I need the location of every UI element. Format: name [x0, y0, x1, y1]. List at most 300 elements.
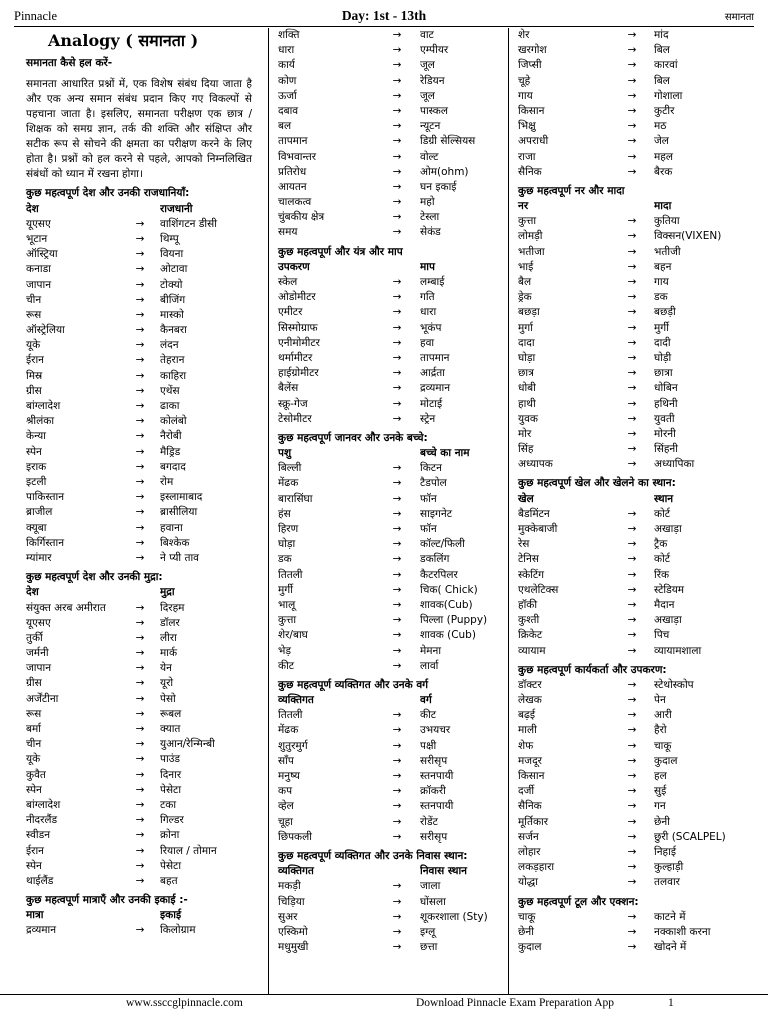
list-item	[26, 217, 264, 232]
arrow-icon: →	[392, 925, 402, 938]
item-pair: सेकंड	[420, 226, 441, 239]
arrow-icon: →	[627, 785, 637, 798]
list-item	[278, 583, 504, 598]
list-item	[26, 399, 264, 414]
arrow-icon: →	[627, 876, 637, 889]
arrow-icon: →	[135, 798, 145, 811]
arrow-icon: →	[627, 120, 637, 133]
units-section	[26, 893, 264, 939]
item-pair: छुरी (SCALPEL)	[654, 830, 726, 843]
item-pair: दादी	[654, 336, 671, 349]
header-right: स्थान	[654, 492, 674, 505]
arrow-icon: →	[135, 278, 145, 291]
item-term: आयतन	[278, 180, 307, 193]
arrow-icon: →	[627, 523, 637, 536]
item-pair: स्ट्रेन	[420, 412, 436, 425]
header-left: व्यक्तिगत	[278, 694, 314, 707]
item-term: बछड़ा	[518, 306, 540, 319]
item-term: ईरान	[26, 354, 44, 367]
capitals-section	[26, 186, 264, 566]
arrow-icon: →	[392, 815, 402, 828]
item-pair: बहत	[160, 874, 178, 887]
item-pair: यूरो	[160, 677, 174, 690]
list-item	[26, 692, 264, 707]
item-term: द्रव्यमान	[26, 924, 57, 937]
arrow-icon: →	[135, 874, 145, 887]
item-pair: द्रव्यमान	[420, 382, 451, 395]
list-item	[518, 119, 758, 134]
list-item	[518, 321, 758, 336]
list-item	[278, 43, 504, 58]
currency-section	[26, 570, 264, 889]
arrow-icon: →	[135, 415, 145, 428]
item-term: तितली	[278, 709, 303, 722]
list-item	[278, 180, 504, 195]
item-pair: स्तनपायी	[420, 800, 454, 813]
list-item	[26, 475, 264, 490]
item-pair: शावक(Cub)	[420, 598, 473, 611]
arrow-icon: →	[627, 382, 637, 395]
item-pair: डकलिंग	[420, 553, 450, 566]
list-item	[278, 305, 504, 320]
list-item	[278, 522, 504, 537]
list-item	[278, 134, 504, 149]
list-item	[278, 275, 504, 290]
list-item	[278, 476, 504, 491]
arrow-icon: →	[392, 291, 402, 304]
arrow-icon: →	[135, 308, 145, 321]
item-pair: गन	[654, 800, 666, 813]
item-pair: टोक्यो	[160, 278, 183, 291]
item-pair: तेहरान	[160, 354, 185, 367]
item-pair: रोम	[160, 475, 174, 488]
website-link[interactable]: www.ssccglpinnacle.com	[126, 997, 243, 1009]
item-term: हंस	[278, 507, 291, 520]
item-term: बांग्लादेश	[26, 798, 61, 811]
item-term: सर्जन	[518, 830, 539, 843]
arrow-icon: →	[135, 768, 145, 781]
item-pair: धारा	[420, 306, 437, 319]
item-term: बल	[278, 120, 292, 133]
list-item	[518, 598, 758, 613]
arrow-icon: →	[627, 598, 637, 611]
item-pair: टका	[160, 798, 177, 811]
arrow-icon: →	[392, 614, 402, 627]
item-term: थाईलैंड	[26, 874, 54, 887]
header-left: उपकरण	[278, 260, 310, 273]
arrow-icon: →	[392, 211, 402, 224]
item-pair: ढाका	[160, 400, 180, 413]
arrow-icon: →	[392, 180, 402, 193]
arrow-icon: →	[392, 89, 402, 102]
list-item	[518, 229, 758, 244]
arrow-icon: →	[392, 709, 402, 722]
item-term: ड्रेक	[518, 291, 532, 304]
item-pair: स्टेडियम	[654, 583, 685, 596]
item-term: कोण	[278, 74, 297, 87]
arrow-icon: →	[135, 753, 145, 766]
list-item	[278, 507, 504, 522]
list-item	[518, 507, 758, 522]
list-item	[518, 583, 758, 598]
item-term: यूएसए	[26, 217, 51, 230]
list-item	[278, 290, 504, 305]
item-pair: मार्क	[160, 647, 178, 660]
arrow-icon: →	[392, 583, 402, 596]
list-item	[26, 445, 264, 460]
item-pair: दिनार	[160, 768, 182, 781]
arrow-icon: →	[627, 230, 637, 243]
item-term: एमीटर	[278, 306, 303, 319]
item-pair: व्यायामशाला	[654, 644, 702, 657]
arrow-icon: →	[135, 248, 145, 261]
item-pair: तापमान	[420, 351, 450, 364]
item-pair: कुदाल	[654, 754, 678, 767]
item-pair: एम्पीयर	[420, 44, 449, 57]
list-item	[518, 275, 758, 290]
list-item	[278, 895, 504, 910]
header-left: देश	[26, 586, 39, 599]
item-term: मनुष्य	[278, 770, 300, 783]
item-term: मुक्केबाजी	[518, 523, 558, 536]
item-term: एनीमोमीटर	[278, 336, 320, 349]
item-term: लकड़हारा	[518, 861, 555, 874]
item-pair: ब्रासीलिया	[160, 506, 198, 519]
arrow-icon: →	[135, 814, 145, 827]
list-item	[278, 492, 504, 507]
item-term: भूटान	[26, 232, 48, 245]
arrow-icon: →	[627, 321, 637, 334]
list-item	[518, 552, 758, 567]
arrow-icon: →	[392, 367, 402, 380]
arrow-icon: →	[392, 321, 402, 334]
intro-text: समानता आधारित प्रश्नों में, एक विशेष संबंध दिया जाता है और एक अन्य समान संबंध प्रदान किए गए विकल्पों से पहचाना जाता है। इसलिए, समानता परीक्षण एक छात्र / शिक्षक को समग्र ज्ञान, तर्क की शक्ति और संक्षिप्त और सटीक रूप से सोचने की क्षमता का परीक्षण करने के लिए होता है। प्रश्नों को हल करने से पहले, आपको निम्नलिखित संबंधों को ध्यान में रखना होगा।	[26, 78, 252, 181]
list-item	[278, 708, 504, 723]
item-term: चालकत्व	[278, 196, 312, 209]
item-term: भेड़	[278, 644, 291, 657]
list-item	[278, 195, 504, 210]
list-item	[26, 616, 264, 631]
list-item	[26, 646, 264, 661]
arrow-icon: →	[135, 631, 145, 644]
item-pair: साइगनेट	[420, 507, 453, 520]
section-title: कुछ महत्वपूर्ण देश और उनकी मुद्रा:	[26, 571, 163, 584]
item-pair: इग्लू	[420, 925, 436, 938]
intro-heading: समानता कैसे हल करें-	[26, 57, 113, 70]
arrow-icon: →	[392, 412, 402, 425]
item-term: बारासिंघा	[278, 492, 313, 505]
item-pair: सरीसृप	[420, 754, 448, 767]
item-pair: ओम(ohm)	[420, 165, 469, 178]
column-3	[518, 28, 758, 955]
arrow-icon: →	[627, 276, 637, 289]
list-item	[278, 150, 504, 165]
item-term: दर्जी	[518, 785, 535, 798]
list-item	[518, 723, 758, 738]
item-term: शक्ति	[278, 29, 300, 41]
item-pair: काहिरा	[160, 369, 187, 382]
item-term: तितली	[278, 568, 303, 581]
list-item	[26, 338, 264, 353]
item-pair: खोदने में	[654, 941, 687, 954]
item-term: मकड़ी	[278, 880, 301, 893]
item-term: घोड़ा	[518, 351, 536, 364]
item-term: बांग्लादेश	[26, 400, 61, 413]
list-item	[278, 723, 504, 738]
list-item	[518, 89, 758, 104]
arrow-icon: →	[392, 910, 402, 923]
item-term: मुर्गी	[278, 583, 293, 596]
list-item	[518, 442, 758, 457]
item-pair: छेनी	[654, 815, 670, 828]
arrow-icon: →	[627, 458, 637, 471]
arrow-icon: →	[135, 738, 145, 751]
item-pair: डक	[654, 291, 668, 304]
item-pair: बछड़ी	[654, 306, 676, 319]
list-item	[518, 910, 758, 925]
arrow-icon: →	[627, 941, 637, 954]
item-pair: क्रॉकरी	[420, 785, 446, 798]
section-title: कुछ महत्वपूर्ण व्यक्तिगत और उनके वर्ग	[278, 678, 429, 691]
list-item	[518, 412, 758, 427]
item-term: चुंबकीय क्षेत्र	[278, 211, 325, 224]
item-term: चीन	[26, 738, 42, 751]
item-pair: विक्सन(VIXEN)	[654, 230, 722, 243]
item-term: बिल्ली	[278, 462, 302, 475]
item-term: भिक्षु	[518, 120, 536, 133]
section-title: कुछ महत्वपूर्ण और यंत्र और माप	[278, 245, 403, 258]
arrow-icon: →	[392, 462, 402, 475]
header-left: देश	[26, 202, 39, 215]
item-term: डॉक्टर	[518, 678, 542, 691]
section-title: कुछ महत्वपूर्ण व्यक्तिगत और उनके निवास स्थान:	[278, 849, 468, 862]
list-item	[278, 799, 504, 814]
arrow-icon: →	[135, 263, 145, 276]
list-item	[518, 366, 758, 381]
arrow-icon: →	[135, 601, 145, 614]
arrow-icon: →	[627, 553, 637, 566]
list-item	[26, 262, 264, 277]
item-pair: क्यात	[160, 723, 181, 735]
item-term: सिस्मोग्राफ	[278, 321, 318, 334]
arrow-icon: →	[135, 551, 145, 564]
list-item	[26, 874, 264, 889]
arrow-icon: →	[392, 941, 402, 954]
item-pair: अध्यापिका	[654, 458, 695, 471]
item-term: मुर्गा	[518, 321, 533, 334]
list-item	[518, 381, 758, 396]
item-pair: बिश्केक	[160, 536, 190, 549]
item-term: रेस	[518, 538, 530, 551]
item-term: धोबी	[518, 382, 536, 395]
column-headers	[26, 202, 264, 217]
instruments-section	[278, 245, 504, 427]
item-pair: उभयचर	[420, 724, 451, 737]
arrow-icon: →	[135, 692, 145, 705]
item-term: व्यायाम	[518, 644, 546, 657]
item-pair: ट्रैक	[654, 538, 668, 551]
item-pair: टेस्ला	[420, 211, 440, 224]
list-item	[26, 768, 264, 783]
item-pair: वियना	[160, 248, 184, 261]
workers-section	[518, 663, 758, 891]
item-term: भालू	[278, 598, 296, 611]
list-item	[518, 568, 758, 583]
item-term: क्रिकेट	[518, 629, 543, 642]
item-pair: काटने में	[654, 910, 686, 923]
item-term: इराक	[26, 460, 47, 473]
item-term: टेसोमीटर	[278, 412, 312, 425]
item-pair: पाउंड	[160, 753, 181, 766]
list-item	[278, 104, 504, 119]
list-item	[26, 828, 264, 843]
list-item	[278, 537, 504, 552]
item-pair: हवा	[420, 336, 435, 349]
list-item	[278, 165, 504, 180]
arrow-icon: →	[392, 397, 402, 410]
arrow-icon: →	[135, 217, 145, 230]
arrow-icon: →	[627, 260, 637, 273]
item-term: कनाडा	[26, 263, 51, 276]
arrow-icon: →	[392, 507, 402, 520]
arrow-icon: →	[392, 226, 402, 239]
list-item	[26, 676, 264, 691]
list-item	[278, 397, 504, 412]
arrow-icon: →	[627, 150, 637, 163]
item-pair: मुर्गी	[654, 321, 669, 334]
item-term: धारा	[278, 44, 295, 57]
arrow-icon: →	[627, 754, 637, 767]
item-pair: आर्द्रता	[420, 367, 446, 380]
section-title: कुछ महत्वपूर्ण मात्राएँ और उनकी इकाई :-	[26, 894, 188, 907]
tools-section	[518, 895, 758, 956]
arrow-icon: →	[135, 506, 145, 519]
item-pair: हथिनी	[654, 397, 678, 410]
arrow-icon: →	[392, 659, 402, 672]
item-pair: कारवां	[654, 59, 678, 72]
item-term: मेंढक	[278, 724, 299, 737]
item-pair: युआन/रेन्मिन्बी	[160, 738, 215, 751]
item-term: ऑस्ट्रेलिया	[26, 324, 65, 337]
arrow-icon: →	[627, 861, 637, 874]
list-item	[26, 232, 264, 247]
item-term: सिंह	[518, 443, 534, 456]
list-item	[278, 58, 504, 73]
list-item	[26, 752, 264, 767]
list-item	[518, 925, 758, 940]
list-item	[518, 457, 758, 472]
classes-section	[278, 678, 504, 845]
list-item	[518, 214, 758, 229]
arrow-icon: →	[627, 925, 637, 938]
list-item	[278, 754, 504, 769]
item-pair: स्तनपायी	[420, 770, 454, 783]
item-term: सुअर	[278, 910, 298, 923]
arrow-icon: →	[392, 104, 402, 117]
list-item	[518, 815, 758, 830]
item-pair: मैदान	[654, 598, 675, 611]
item-pair: चिक( Chick)	[420, 583, 478, 596]
item-pair: भतीजी	[654, 245, 681, 258]
arrow-icon: →	[392, 382, 402, 395]
arrow-icon: →	[627, 74, 637, 87]
list-item	[26, 536, 264, 551]
list-item	[278, 366, 504, 381]
header-left: मात्रा	[26, 909, 44, 922]
list-item	[26, 460, 264, 475]
item-pair: फॉन	[420, 523, 437, 536]
sports-section	[518, 476, 758, 658]
list-item	[518, 754, 758, 769]
item-term: छात्र	[518, 367, 534, 380]
item-pair: किटन	[420, 462, 442, 475]
item-term: लोमड़ी	[518, 230, 543, 243]
list-item	[26, 384, 264, 399]
item-term: छेनी	[518, 925, 534, 938]
item-term: छिपकली	[278, 830, 312, 843]
item-pair: घन इकाई	[420, 180, 457, 193]
arrow-icon: →	[627, 815, 637, 828]
item-term: ब्राजील	[26, 506, 53, 519]
arrow-icon: →	[627, 644, 637, 657]
item-pair: दिरहम	[160, 601, 185, 614]
item-term: स्पेन	[26, 445, 42, 458]
list-item	[26, 369, 264, 384]
arrow-icon: →	[392, 165, 402, 178]
item-term: कुश्ती	[518, 614, 540, 627]
item-term: टेनिस	[518, 553, 539, 566]
item-pair: जूल	[420, 89, 435, 102]
item-pair: छात्रा	[654, 367, 673, 380]
item-pair: चाकू	[654, 739, 672, 752]
list-item	[26, 551, 264, 566]
arrow-icon: →	[135, 723, 145, 735]
arrow-icon: →	[392, 880, 402, 893]
item-pair: कैटरपिलर	[420, 568, 458, 581]
brand-name: Pinnacle	[14, 9, 58, 23]
list-item	[278, 784, 504, 799]
item-term: किसान	[518, 104, 545, 117]
item-pair: लीरा	[160, 631, 177, 644]
arrow-icon: →	[627, 29, 637, 41]
list-item	[278, 830, 504, 845]
list-item	[278, 552, 504, 567]
arrow-icon: →	[135, 445, 145, 458]
item-term: किसान	[518, 770, 545, 783]
item-pair: रिंक	[654, 568, 670, 581]
page-footer	[0, 994, 768, 1013]
item-term: म्यांमार	[26, 551, 52, 564]
item-term: बर्मा	[26, 723, 41, 735]
column-headers	[518, 199, 758, 214]
item-pair: कुटीर	[654, 104, 675, 117]
list-item	[278, 225, 504, 240]
arrow-icon: →	[135, 616, 145, 629]
item-pair: हैरो	[654, 724, 667, 737]
item-term: अध्यापक	[518, 458, 553, 471]
item-term: यूके	[26, 753, 41, 766]
item-term: कुदाल	[518, 941, 542, 954]
list-item	[518, 336, 758, 351]
habitats-continued	[518, 28, 758, 180]
arrow-icon: →	[135, 354, 145, 367]
item-pair: कीट	[420, 709, 437, 722]
header-right: इकाई	[160, 909, 182, 922]
item-term: साँप	[278, 754, 294, 767]
item-pair: पेसो	[160, 692, 176, 705]
item-term: पाकिस्तान	[26, 491, 65, 504]
item-term: दादा	[518, 336, 535, 349]
